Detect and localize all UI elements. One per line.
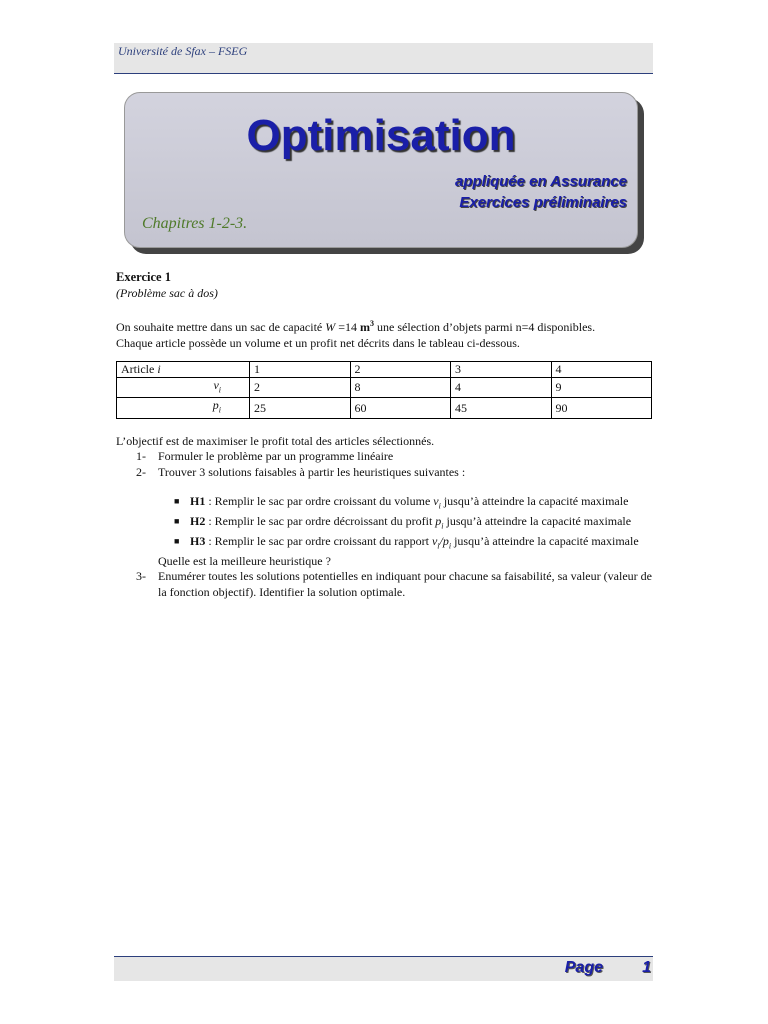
banner-title: Optimisation bbox=[246, 111, 516, 160]
bullet-icon: ■ bbox=[174, 536, 180, 547]
intro-line-1: On souhaite mettre dans un sac de capacité W =14 $m^3$ une sélection d’objets parmi n=4 disponibles. bbox=[116, 319, 596, 334]
banner-subtitle-2: Exercices préliminaires bbox=[459, 194, 627, 211]
page-header bbox=[114, 43, 653, 74]
articles-table bbox=[116, 361, 652, 419]
table-cell: 60 bbox=[350, 398, 451, 418]
banner-subtitle-1: appliquée en Assurance bbox=[454, 173, 627, 190]
heuristics-list bbox=[116, 494, 652, 554]
footer-page-label: Page bbox=[564, 959, 603, 976]
banner-chapters: Chapitres 1-2-3. bbox=[142, 215, 248, 232]
header-university: Université de Sfax – FSEG bbox=[118, 44, 248, 58]
row-label-article: Article i bbox=[117, 362, 250, 378]
bullet-icon: ■ bbox=[174, 496, 180, 507]
list-item: 2- Trouver 3 solutions faisables à partir les heuristiques suivantes : bbox=[136, 464, 466, 479]
table-row bbox=[117, 398, 652, 418]
table-cell: 3 bbox=[451, 362, 552, 378]
row-label-volume: $v_i$ bbox=[117, 378, 250, 398]
heuristic-item: ■ H3 : Remplir le sac par ordre croissant du rapport $v_i/p_i$ jusqu’à atteindre la capacité maximale bbox=[174, 534, 639, 551]
table-cell: 90 bbox=[551, 398, 652, 418]
table-cell: 1 bbox=[250, 362, 351, 378]
row-label-profit: $p_i$ bbox=[117, 398, 250, 418]
intro-line-2: Chaque article possède un volume et un profit net décrits dans le tableau ci-dessous. bbox=[116, 335, 520, 350]
table-cell: 4 bbox=[551, 362, 652, 378]
table-row bbox=[117, 362, 652, 378]
table-row bbox=[117, 378, 652, 398]
title-banner bbox=[124, 92, 638, 248]
list-item: 3- Enumérer toutes les solutions potentielles en indiquant pour chacune sa faisabilité, sa valeur (valeur de la fonction objectif). Identifier la solution optimale. bbox=[136, 569, 652, 599]
best-heuristic-question: Quelle est la meilleure heuristique ? bbox=[158, 553, 331, 568]
table-cell: 4 bbox=[451, 378, 552, 398]
exercise-content bbox=[116, 270, 652, 600]
heuristic-item: ■ H2 : Remplir le sac par ordre décroissant du profit $p_i$ jusqu’à atteindre la capacité maximale bbox=[174, 514, 632, 531]
exercise-title: Exercice 1 bbox=[116, 270, 171, 284]
question-list bbox=[116, 449, 652, 480]
table-cell: 2 bbox=[350, 362, 451, 378]
table-cell: 45 bbox=[451, 398, 552, 418]
heuristic-item: ■ H1 : Remplir le sac par ordre croissant du volume $v_i$ jusqu’à atteindre la capacité maximale bbox=[174, 494, 629, 511]
page-footer bbox=[114, 956, 653, 981]
table-cell: 2 bbox=[250, 378, 351, 398]
table-cell: 9 bbox=[551, 378, 652, 398]
exercise-subtitle: (Problème sac à dos) bbox=[116, 285, 218, 300]
table-cell: 25 bbox=[250, 398, 351, 418]
objective-text: L’objectif est de maximiser le profit total des articles sélectionnés. bbox=[116, 433, 435, 448]
table-cell: 8 bbox=[350, 378, 451, 398]
bullet-icon: ■ bbox=[174, 516, 180, 527]
list-item: 1- Formuler le problème par un programme linéaire bbox=[136, 449, 394, 464]
footer-page-number: 1 bbox=[642, 959, 651, 976]
